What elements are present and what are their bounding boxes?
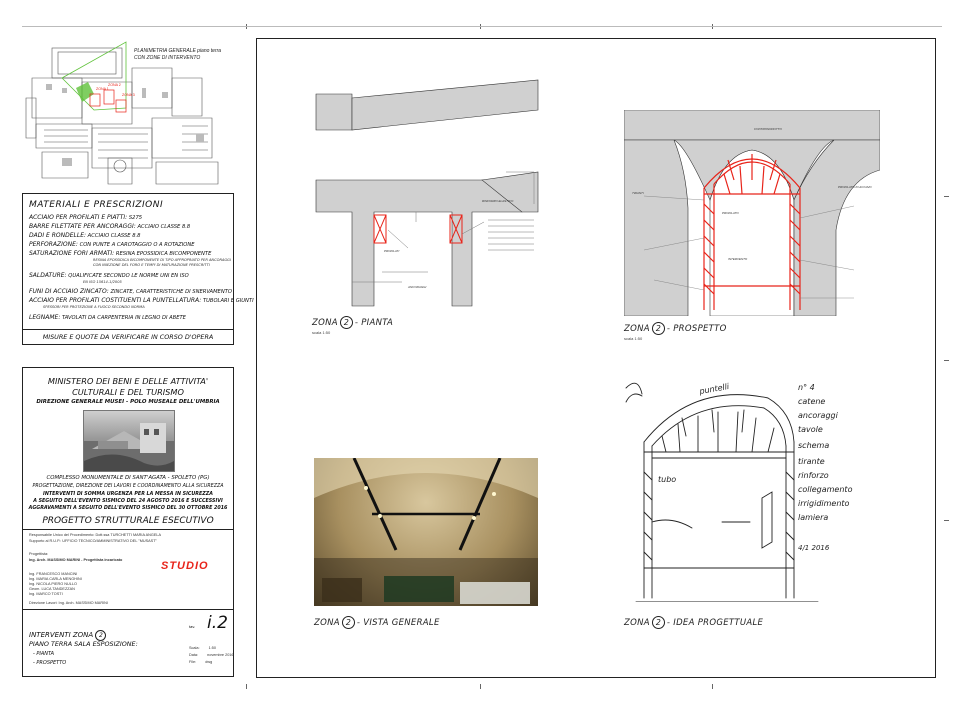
site-plan-subtitle: CON ZONE DI INTERVENTO	[134, 55, 201, 61]
site-plan-drawing	[22, 38, 234, 188]
sketch-word: catene	[798, 397, 826, 406]
elevation-drawing	[624, 110, 880, 316]
meta-value: dwg	[205, 660, 213, 664]
site-plan	[22, 38, 234, 188]
sketch-word: ancoraggi	[798, 411, 838, 420]
material-line	[29, 297, 254, 305]
sketch-word: collegamento	[798, 485, 853, 494]
zone-number-circle: 2	[95, 630, 106, 641]
designer-line: Ing. Arch. MASSIMO MARINI - Progettista incaricato	[29, 558, 123, 562]
material-note: RESINA EPOSSIDICA BICOMPONENTE DI TIPO APPROPRIATO PER ANCORAGGI	[93, 258, 232, 262]
svg-text:CONTROSOFFITTO: CONTROSOFFITTO	[754, 127, 782, 131]
rup-line: Responsabile Unico del Procedimento: Dott.ssa TURCHETTI MARIA ANGELA	[29, 533, 162, 537]
material-line	[29, 250, 211, 258]
sala-line: PIANO TERRA SALA ESPOSIZIONE:	[29, 640, 138, 648]
material-label: SALDATURE:	[29, 272, 67, 279]
material-label: PERFORAZIONE:	[29, 241, 78, 248]
scale-note: scala 1:50	[624, 336, 643, 341]
title-block	[22, 367, 234, 677]
sketch-word: n° 4	[798, 383, 815, 392]
sketch-word: lamiera	[798, 513, 829, 522]
material-label: SATURAZIONE FORI ARMATI:	[29, 250, 115, 257]
caption-prospetto	[624, 322, 727, 335]
divider	[23, 529, 233, 530]
site-plan-title: PLANIMETRIA GENERALE piano terra	[134, 48, 222, 54]
material-line	[29, 214, 142, 222]
meta-key: Data:	[189, 653, 199, 657]
divider	[23, 609, 233, 610]
material-text: TAVOLATI DA CARPENTERIA IN LEGNO DI ABETE	[62, 315, 186, 321]
zone-2-label: ZONA 2	[108, 83, 121, 87]
team-member: Ing. FRANCESCO MANCINI	[29, 572, 78, 576]
caption-zona-label: ZONA	[624, 618, 650, 628]
material-text: QUALIFICATE SECONDO LE NORME UNI EN ISO	[68, 273, 189, 279]
complex-line: COMPLESSO MONUMENTALE DI SANT'AGATA - SPOLETO (PG)	[46, 475, 210, 481]
caption-idea	[624, 616, 763, 629]
material-line	[29, 241, 195, 249]
material-text: CON PUNTE A CAROTAGGIO O A ROTAZIONE	[79, 242, 195, 248]
material-line	[29, 288, 232, 296]
caption-vista	[314, 616, 440, 629]
team-member: Ing. NICOLA PIERO NULLO	[29, 582, 77, 586]
sketch-word: rinforzo	[798, 471, 829, 480]
team-member: Geom. LUCA TANDEZZAN	[29, 587, 75, 591]
material-label: FUNI DI ACCIAIO ZINCATO:	[29, 288, 109, 295]
material-line	[29, 314, 186, 322]
interventi-label: INTERVENTI ZONA	[29, 631, 94, 639]
zone-3-label: ZONA 3	[122, 93, 135, 97]
material-note: CON INIEZIONE DEL FORO E TEMPI DI MATURAZIONE PRESCRITTI	[93, 263, 210, 267]
caption-pianta	[312, 316, 393, 329]
sheet-number: i.2	[207, 613, 228, 633]
crop-mark	[246, 684, 247, 689]
ministry-line-1: MINISTERO DEI BENI E DELLE ATTIVITA'	[47, 376, 209, 386]
sketch-word: tavole	[798, 425, 823, 434]
interventions-line-3: AGGRAVAMENTI A SEGUITO DELL'EVENTO SISMICO DEL 30 OTTOBRE 2016	[28, 506, 228, 511]
material-label: ACCIAIO PER PROFILATI E PIATTI:	[29, 214, 128, 221]
material-text: TUBOLARI E GIUNTI	[202, 298, 254, 304]
material-text: RESINA EPOSSIDICA BICOMPONENTE	[115, 251, 212, 257]
svg-text:TIRANTI: TIRANTI	[632, 191, 644, 195]
sketch-drawing	[622, 372, 872, 602]
caption-text: - PROSPETTO	[666, 324, 727, 334]
interventions-line-2: A SEGUITO DELL'EVENTO SISMICO DEL 24 AGOSTO 2016 E SUCCESSIVI	[33, 499, 223, 504]
tav-label: tav.	[189, 624, 196, 629]
meta-key: Scala:	[189, 646, 200, 650]
svg-text:INTERVENTO: INTERVENTO	[728, 257, 748, 261]
crop-mark	[944, 360, 949, 361]
drawing-item: - PROSPETTO	[33, 660, 67, 666]
caption-zona-label: ZONA	[314, 618, 340, 628]
interventions-line-1: INTERVENTI DI SOMMA URGENZA PER LA MESSA IN SICUREZZA	[43, 492, 213, 497]
interior-photo-svg	[314, 458, 538, 606]
crop-mark	[712, 684, 713, 689]
scope-line: PROGETTAZIONE, DIREZIONE DEI LAVORI E COORDINAMENTO ALLA SICUREZZA	[32, 484, 224, 489]
building-photo	[83, 410, 175, 472]
svg-text:ANCORAGGI: ANCORAGGI	[408, 285, 427, 289]
material-text: ACCIAIO CLASSE 8.8	[137, 224, 191, 230]
meta-row	[189, 660, 212, 664]
project-title: PROGETTO STRUTTURALE ESECUTIVO	[42, 516, 214, 526]
material-text: ACCIAIO CLASSE 8.8	[87, 233, 141, 239]
caption-zone-circle: 2	[652, 322, 665, 335]
team-member: Ing. MARCO TOSTI	[29, 592, 63, 596]
caption-zona-label: ZONA	[312, 318, 338, 328]
meta-value: 1:50	[208, 646, 217, 650]
svg-text:PROFILATO IN ACCIAIO: PROFILATO IN ACCIAIO	[838, 185, 872, 189]
meta-key: File:	[189, 660, 197, 664]
direzione-line: Direzione Lavori: Ing. Arch. MASSIMO MARINI	[29, 601, 108, 605]
crop-mark	[480, 684, 481, 689]
caption-zona-label: ZONA	[624, 324, 650, 334]
support-line: Supporto al R.U.P.: UFFICIO TECNICO/AMMINISTRATIVO DEL "MUSAST"	[29, 539, 157, 543]
meta-row	[189, 646, 216, 650]
material-line	[29, 232, 140, 240]
material-label: DADI E RONDELLE:	[29, 232, 87, 239]
materials-footer: MISURE E QUOTE DA VERIFICARE IN CORSO D'OPERA	[42, 333, 214, 341]
svg-text:RINFORZO ELASTICO: RINFORZO ELASTICO	[482, 199, 514, 203]
scale-note: scala 1:50	[312, 330, 331, 335]
sketch-word: tubo	[658, 475, 677, 484]
direction-line: DIREZIONE GENERALE MUSEI - POLO MUSEALE DELL'UMBRIA	[36, 399, 220, 405]
material-text: ZINCATE, CARATTERISTICHE DI SNERVAMENTO	[110, 289, 232, 295]
material-note: EN ISO 15614-1/2005	[83, 280, 122, 284]
meta-row	[189, 653, 234, 657]
divider	[23, 329, 233, 330]
studio-logo: STUDIO	[161, 560, 209, 572]
material-label: LEGNAME:	[29, 314, 61, 321]
materials-title: MATERIALI E PRESCRIZIONI	[29, 200, 164, 210]
sketch-word: tirante	[798, 457, 825, 466]
svg-text:PROFILATO: PROFILATO	[722, 211, 739, 215]
material-line	[29, 272, 189, 280]
meta-value: novembre 2016	[207, 653, 234, 657]
sketch-word: schema	[798, 441, 830, 450]
material-note: SPESSORI PER PROTEZIONE A FUOCO SECONDO NORMA	[43, 305, 145, 309]
caption-zone-circle: 2	[342, 616, 355, 629]
svg-text:PROFILATI: PROFILATI	[384, 249, 400, 253]
interior-photo	[314, 458, 538, 606]
caption-zone-circle: 2	[652, 616, 665, 629]
sketch-signature: 4/1 2016	[798, 544, 830, 552]
sketch-word: irrigidimento	[798, 499, 850, 508]
caption-zone-circle: 2	[340, 316, 353, 329]
sketch-svg	[622, 372, 872, 602]
crop-mark	[944, 196, 949, 197]
elevation-svg	[624, 110, 880, 316]
caption-text: - VISTA GENERALE	[356, 618, 440, 628]
materials-box	[22, 193, 254, 345]
designer-label: Progettista:	[29, 552, 49, 556]
crop-mark	[944, 520, 949, 521]
plan-drawing	[312, 72, 542, 312]
material-label: ACCIAIO PER PROFILATI COSTITUENTI LA PUNTELLATURA:	[29, 297, 202, 304]
drawing-item: - PIANTA	[33, 651, 55, 657]
sheet-top-line	[22, 26, 942, 27]
zone-1-label: ZONA 1	[96, 87, 109, 91]
team-member: Ing. MARIA CARLA MENGHINI	[29, 577, 82, 581]
plan-svg	[312, 72, 542, 312]
material-text: S275	[128, 215, 143, 221]
ministry-line-2: CULTURALI E DEL TURISMO	[72, 387, 184, 397]
sketch-word: puntelli	[698, 381, 730, 396]
caption-text: - IDEA PROGETTUALE	[666, 618, 764, 628]
caption-text: - PIANTA	[354, 318, 394, 328]
material-line	[29, 223, 190, 231]
material-label: BARRE FILETTATE PER ANCORAGGI:	[29, 223, 136, 230]
